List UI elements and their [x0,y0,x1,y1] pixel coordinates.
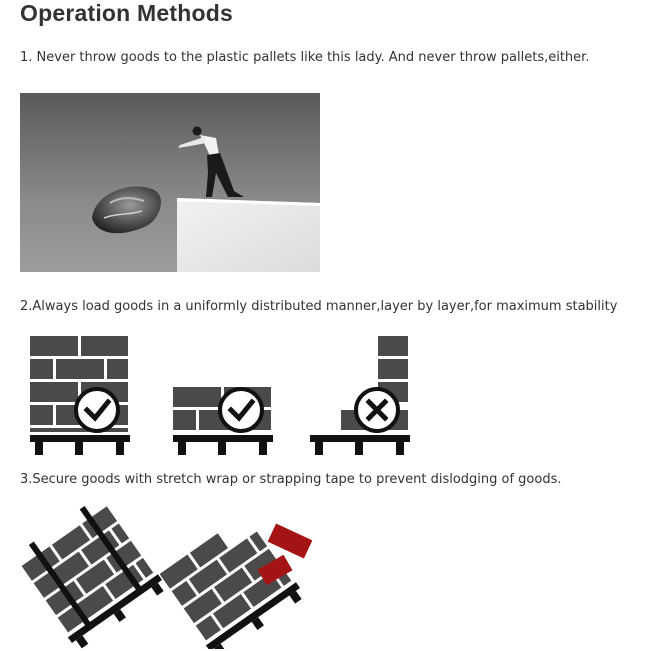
step-2-text: 2.Always load goods in a uniformly distributed manner,layer by layer,for maximum stability [20,299,618,314]
check-icon [76,389,118,431]
check-icon [220,389,262,431]
throwing-photo [20,93,320,272]
pallet-stack-full [30,336,130,455]
cross-icon [356,389,398,431]
page-title: Operation Methods [20,0,233,26]
strapping-diagram [20,493,320,649]
pallet-stack-uneven [310,336,410,455]
stacking-diagram [20,330,420,464]
white-block [177,198,320,272]
step-1-text: 1. Never throw goods to the plastic pallets like this lady. And never throw pallets,either. [20,50,590,65]
pallet-stack-low [173,387,273,455]
strapped-pallet [20,494,168,649]
step-3-text: 3.Secure goods with stretch wrap or strapping tape to prevent dislodging of goods. [20,472,562,487]
